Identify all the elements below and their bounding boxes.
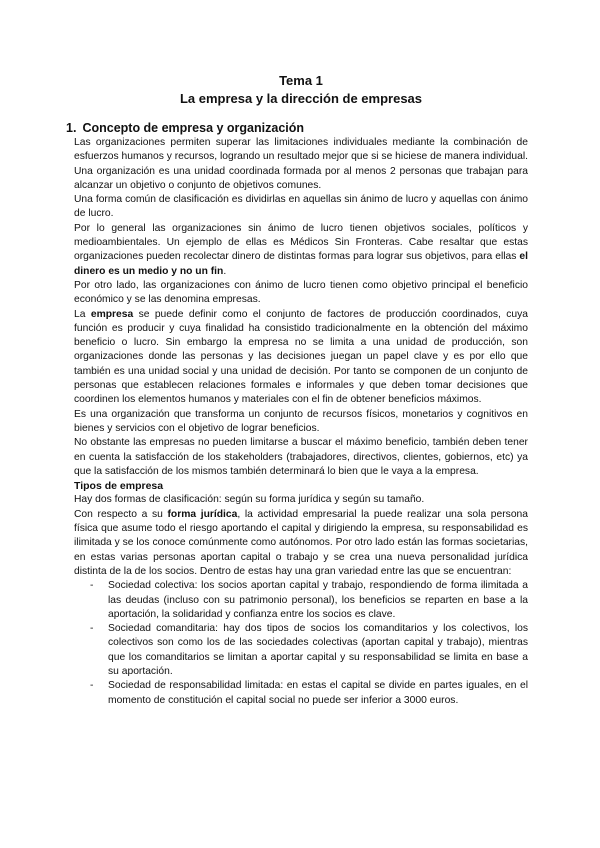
section-title: Concepto de empresa y organización (82, 121, 305, 135)
list-item (90, 622, 528, 679)
list-item-text: Sociedad comanditaria: hay dos tipos de socios los comanditarios y los colectivos, los colectivos son como los de las sociedades colectivas (aportan capital y trabajo), mientras que los comanditarios se limitan a aportar capital y su responsabilidad se limita en base a su aportación. (108, 623, 528, 677)
paragraph-5 (74, 308, 528, 408)
paragraph-4: Por otro lado, las organizaciones con ánimo de lucro tienen como objetivo principal el beneficio económico y se las denomina empresas. (74, 279, 528, 306)
paragraph-9-start: Con respecto a su (74, 508, 168, 520)
paragraph-6: Es una organización que transforma un conjunto de recursos físicos, monetarios y cognitivos en bienes y servicios con el objetivo de lograr beneficios. (74, 408, 528, 434)
list-dash: - (90, 580, 94, 592)
paragraph-9 (74, 508, 528, 579)
paragraph-5-bold: empresa (90, 308, 134, 320)
paragraph-1: Las organizaciones permiten superar las limitaciones individuales mediante la combinación de esfuerzos humanos y recursos, logrando un resultado mejor que si se hiciese de manera individual. Una organización es una unidad coordinada formada por al menos 2 personas que trabajan para alcanzar un objetivo o conjunto de objetivos comunes. (74, 137, 528, 191)
paragraph-3-end: . (223, 265, 227, 277)
paragraph-2: Una forma común de clasificación es dividirlas en aquellas sin ánimo de lucro y aquellas con ánimo de lucro. (74, 194, 528, 220)
paragraph-3 (74, 222, 528, 279)
society-types-list (74, 579, 528, 708)
paragraph-7: No obstante las empresas no pueden limitarse a buscar el máximo beneficio, también deben tener en cuenta la satisfacción de los stakeholders (trabajadores, directivos, clientes, gobiernos, etc) ya que la satisfacción de los mismos también determinará lo bien que le vaya a la empresa. (74, 437, 528, 477)
subheading-tipos: Tipos de empresa (74, 480, 164, 493)
section-number: 1. (66, 121, 77, 135)
paragraph-3-text: Por lo general las organizaciones sin ánimo de lucro tienen objetivos sociales, políticos y medioambientales. Un ejemplo de ellas es Médicos Sin Fronteras. Cabe resaltar que estas organizaciones pueden recolectar dinero de distintas formas para lograr sus objetivos, para ellas (74, 222, 528, 263)
list-item (90, 679, 528, 708)
paragraph-9-text: , la actividad empresarial la puede realizar una sola persona física que asume todo el riesgo aportando el capital y dirigiendo la empresa, su responsabilidad es ilimitada y se los conoce comúnmente como autónomos. Por otro lado están las formas societarias, en estas varias personas aportan capital o trabajo y se crea una nueva personalidad jurídica distinta de la de los socios. Dentro de estas hay una gran variedad entre las que se encuentran: (74, 508, 528, 577)
paragraph-5-start: La (74, 308, 91, 320)
paragraph-3-bold: el dinero es un medio y no un fin (74, 251, 528, 277)
list-dash: - (90, 623, 94, 635)
paragraph-9-bold: forma jurídica (167, 508, 238, 520)
title-line-2: La empresa y la dirección de empresas (179, 91, 423, 106)
list-item-text: Sociedad de responsabilidad limitada: en estas el capital se divide en partes iguales, en el momento de constitución el capital social no puede ser inferior a 3000 euros. (108, 680, 528, 706)
list-item (90, 579, 528, 622)
paragraph-5-text: se puede definir como el conjunto de factores de producción coordinados, cuya función es producir y cuya finalidad ha consistido tradicionalmente en la obtención del máximo beneficio o lucro. Sin embargo la empresa no se limita a una unidad de producción, son organizaciones donde las personas y las decisiones juegan un papel clave y es por ello que también es una unidad social y una unidad de decisión. Por tanto se componen de un conjunto de personas que establecen relaciones formales e informales y que deben tomar decisiones que coordinen los elementos humanos y materiales con el fin de obtener beneficios máximos. (74, 308, 529, 406)
document-title (74, 72, 528, 108)
document-page (66, 72, 529, 708)
list-item-text: Sociedad colectiva: los socios aportan capital y trabajo, respondiendo de forma ilimitada a las deudas (incluso con su patrimonio personal), los beneficios se reparten en base a la aportación, la solidaridad y confianza entre los socios es clave. (108, 580, 528, 620)
section-heading (66, 120, 528, 136)
paragraph-8: Hay dos formas de clasificación: según su forma jurídica y según su tamaño. (74, 494, 425, 506)
title-line-1: Tema 1 (279, 73, 323, 88)
list-dash: - (90, 680, 94, 692)
